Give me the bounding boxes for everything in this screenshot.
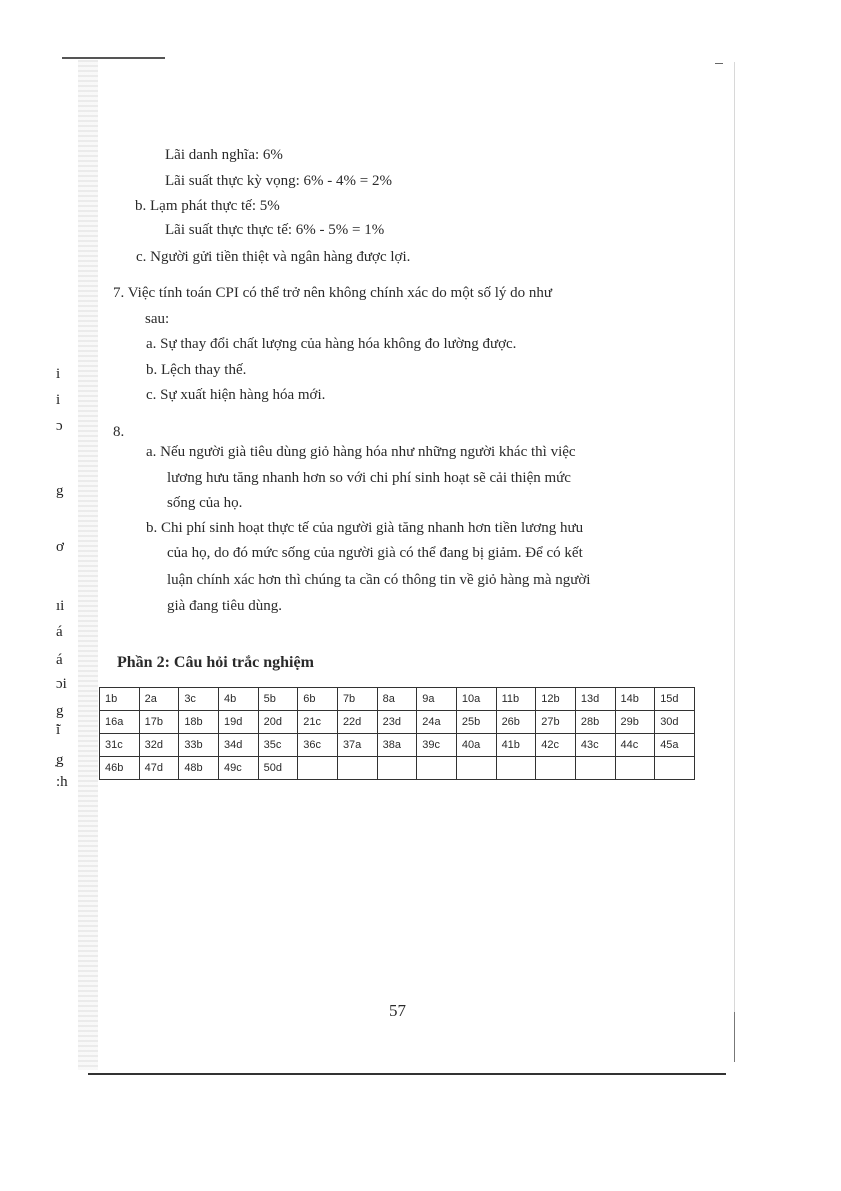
top-rule	[62, 57, 165, 59]
answer-cell	[337, 757, 377, 780]
text-line: c. Sự xuất hiện hàng hóa mới.	[146, 387, 326, 403]
answer-cell: 1b	[100, 688, 140, 711]
answer-cell: 34d	[218, 734, 258, 757]
answer-cell	[496, 757, 536, 780]
answer-cell: 36c	[298, 734, 338, 757]
text-line: sống của họ.	[167, 495, 243, 511]
scan-gutter-shadow	[78, 60, 98, 1070]
answer-cell: 19d	[218, 711, 258, 734]
answer-cell: 41b	[496, 734, 536, 757]
margin-fragment: i	[56, 392, 61, 408]
answer-cell: 48b	[179, 757, 219, 780]
section-heading: Phần 2: Câu hỏi trắc nghiệm	[117, 654, 314, 671]
answer-cell: 25b	[456, 711, 496, 734]
answer-cell	[615, 757, 655, 780]
answer-cell	[575, 757, 615, 780]
text-line: c. Người gửi tiền thiệt và ngân hàng được lợi.	[136, 249, 411, 265]
answer-cell: 15d	[655, 688, 695, 711]
margin-fragment: ̃i	[56, 722, 61, 738]
text-line: 7. Việc tính toán CPI có thể trở nên không chính xác do một số lý do như	[113, 285, 552, 301]
table-row	[100, 688, 695, 711]
text-line: 8.	[113, 424, 125, 440]
answer-cell: 33b	[179, 734, 219, 757]
answer-cell: 22d	[337, 711, 377, 734]
margin-fragment: ̣g	[56, 752, 64, 768]
answer-cell	[417, 757, 457, 780]
answer-cell: 32d	[139, 734, 179, 757]
text-line: a. Sự thay đổi chất lượng của hàng hóa không đo lường được.	[146, 336, 517, 352]
margin-fragment: ɔi	[56, 676, 67, 692]
answer-cell: 21c	[298, 711, 338, 734]
answer-cell: 31c	[100, 734, 140, 757]
answer-cell: 14b	[615, 688, 655, 711]
margin-fragment: g	[56, 703, 64, 719]
margin-fragment: ıi	[56, 598, 65, 614]
right-margin-rule	[734, 62, 735, 1062]
text-line: Lãi danh nghĩa: 6%	[165, 147, 283, 163]
answer-cell: 11b	[496, 688, 536, 711]
answer-cell	[655, 757, 695, 780]
answer-cell: 30d	[655, 711, 695, 734]
margin-fragment: ơ	[56, 539, 64, 555]
answer-cell: 46b	[100, 757, 140, 780]
table-row	[100, 711, 695, 734]
text-line: luận chính xác hơn thì chúng ta cần có thông tin về giỏ hàng mà người	[167, 572, 591, 588]
answer-cell: 20d	[258, 711, 298, 734]
right-margin-rule-lower	[734, 1012, 735, 1062]
margin-fragment: g	[56, 483, 64, 499]
answer-cell: 44c	[615, 734, 655, 757]
answer-cell: 6b	[298, 688, 338, 711]
answer-cell: 13d	[575, 688, 615, 711]
margin-fragment: á	[56, 652, 63, 668]
text-line: Lãi suất thực thực tế: 6% - 5% = 1%	[165, 222, 385, 238]
answer-cell: 5b	[258, 688, 298, 711]
text-line: a. Nếu người già tiêu dùng giỏ hàng hóa như những người khác thì việc	[146, 444, 576, 460]
answer-cell: 23d	[377, 711, 417, 734]
text-line: già đang tiêu dùng.	[167, 598, 282, 614]
answer-cell: 3c	[179, 688, 219, 711]
text-line: sau:	[145, 311, 170, 327]
bottom-rule	[88, 1073, 726, 1075]
table-row	[100, 734, 695, 757]
answer-cell: 18b	[179, 711, 219, 734]
answer-cell: 16a	[100, 711, 140, 734]
answer-cell: 27b	[536, 711, 576, 734]
margin-fragment: i	[56, 366, 61, 382]
text-line: Lãi suất thực kỳ vọng: 6% - 4% = 2%	[165, 173, 392, 189]
text-line: của họ, do đó mức sống của người già có thể đang bị giảm. Để có kết	[167, 545, 583, 561]
text-line: lương hưu tăng nhanh hơn so với chi phí sinh hoạt sẽ cải thiện mức	[167, 470, 571, 486]
table-row	[100, 757, 695, 780]
text-line: b. Lệch thay thế.	[146, 362, 247, 378]
answer-cell	[298, 757, 338, 780]
answer-key-table	[99, 687, 695, 780]
answer-cell: 29b	[615, 711, 655, 734]
answer-cell: 26b	[496, 711, 536, 734]
margin-fragment: á	[56, 624, 63, 640]
answer-cell: 40a	[456, 734, 496, 757]
answer-cell	[456, 757, 496, 780]
answer-cell: 49c	[218, 757, 258, 780]
answer-cell	[377, 757, 417, 780]
answer-cell: 28b	[575, 711, 615, 734]
answer-cell: 2a	[139, 688, 179, 711]
answer-cell: 10a	[456, 688, 496, 711]
answer-cell: 45a	[655, 734, 695, 757]
answer-cell: 24a	[417, 711, 457, 734]
answer-cell: 42c	[536, 734, 576, 757]
answer-cell: 17b	[139, 711, 179, 734]
answer-cell: 8a	[377, 688, 417, 711]
answer-cell: 12b	[536, 688, 576, 711]
answer-cell	[536, 757, 576, 780]
text-line: b. Lạm phát thực tế: 5%	[135, 198, 280, 214]
answer-cell: 47d	[139, 757, 179, 780]
answer-cell: 4b	[218, 688, 258, 711]
answer-cell: 35c	[258, 734, 298, 757]
answer-cell: 9a	[417, 688, 457, 711]
answer-cell: 7b	[337, 688, 377, 711]
answer-cell: 37a	[337, 734, 377, 757]
answer-cell: 43c	[575, 734, 615, 757]
top-rule-mark	[715, 63, 723, 64]
answer-cell: 50d	[258, 757, 298, 780]
page-number: 57	[389, 1001, 406, 1020]
margin-fragment: ɔ	[56, 418, 63, 434]
answer-cell: 39c	[417, 734, 457, 757]
text-line: b. Chi phí sinh hoạt thực tế của người già tăng nhanh hơn tiền lương hưu	[146, 520, 584, 536]
answer-cell: 38a	[377, 734, 417, 757]
margin-fragment: :h	[56, 774, 68, 790]
